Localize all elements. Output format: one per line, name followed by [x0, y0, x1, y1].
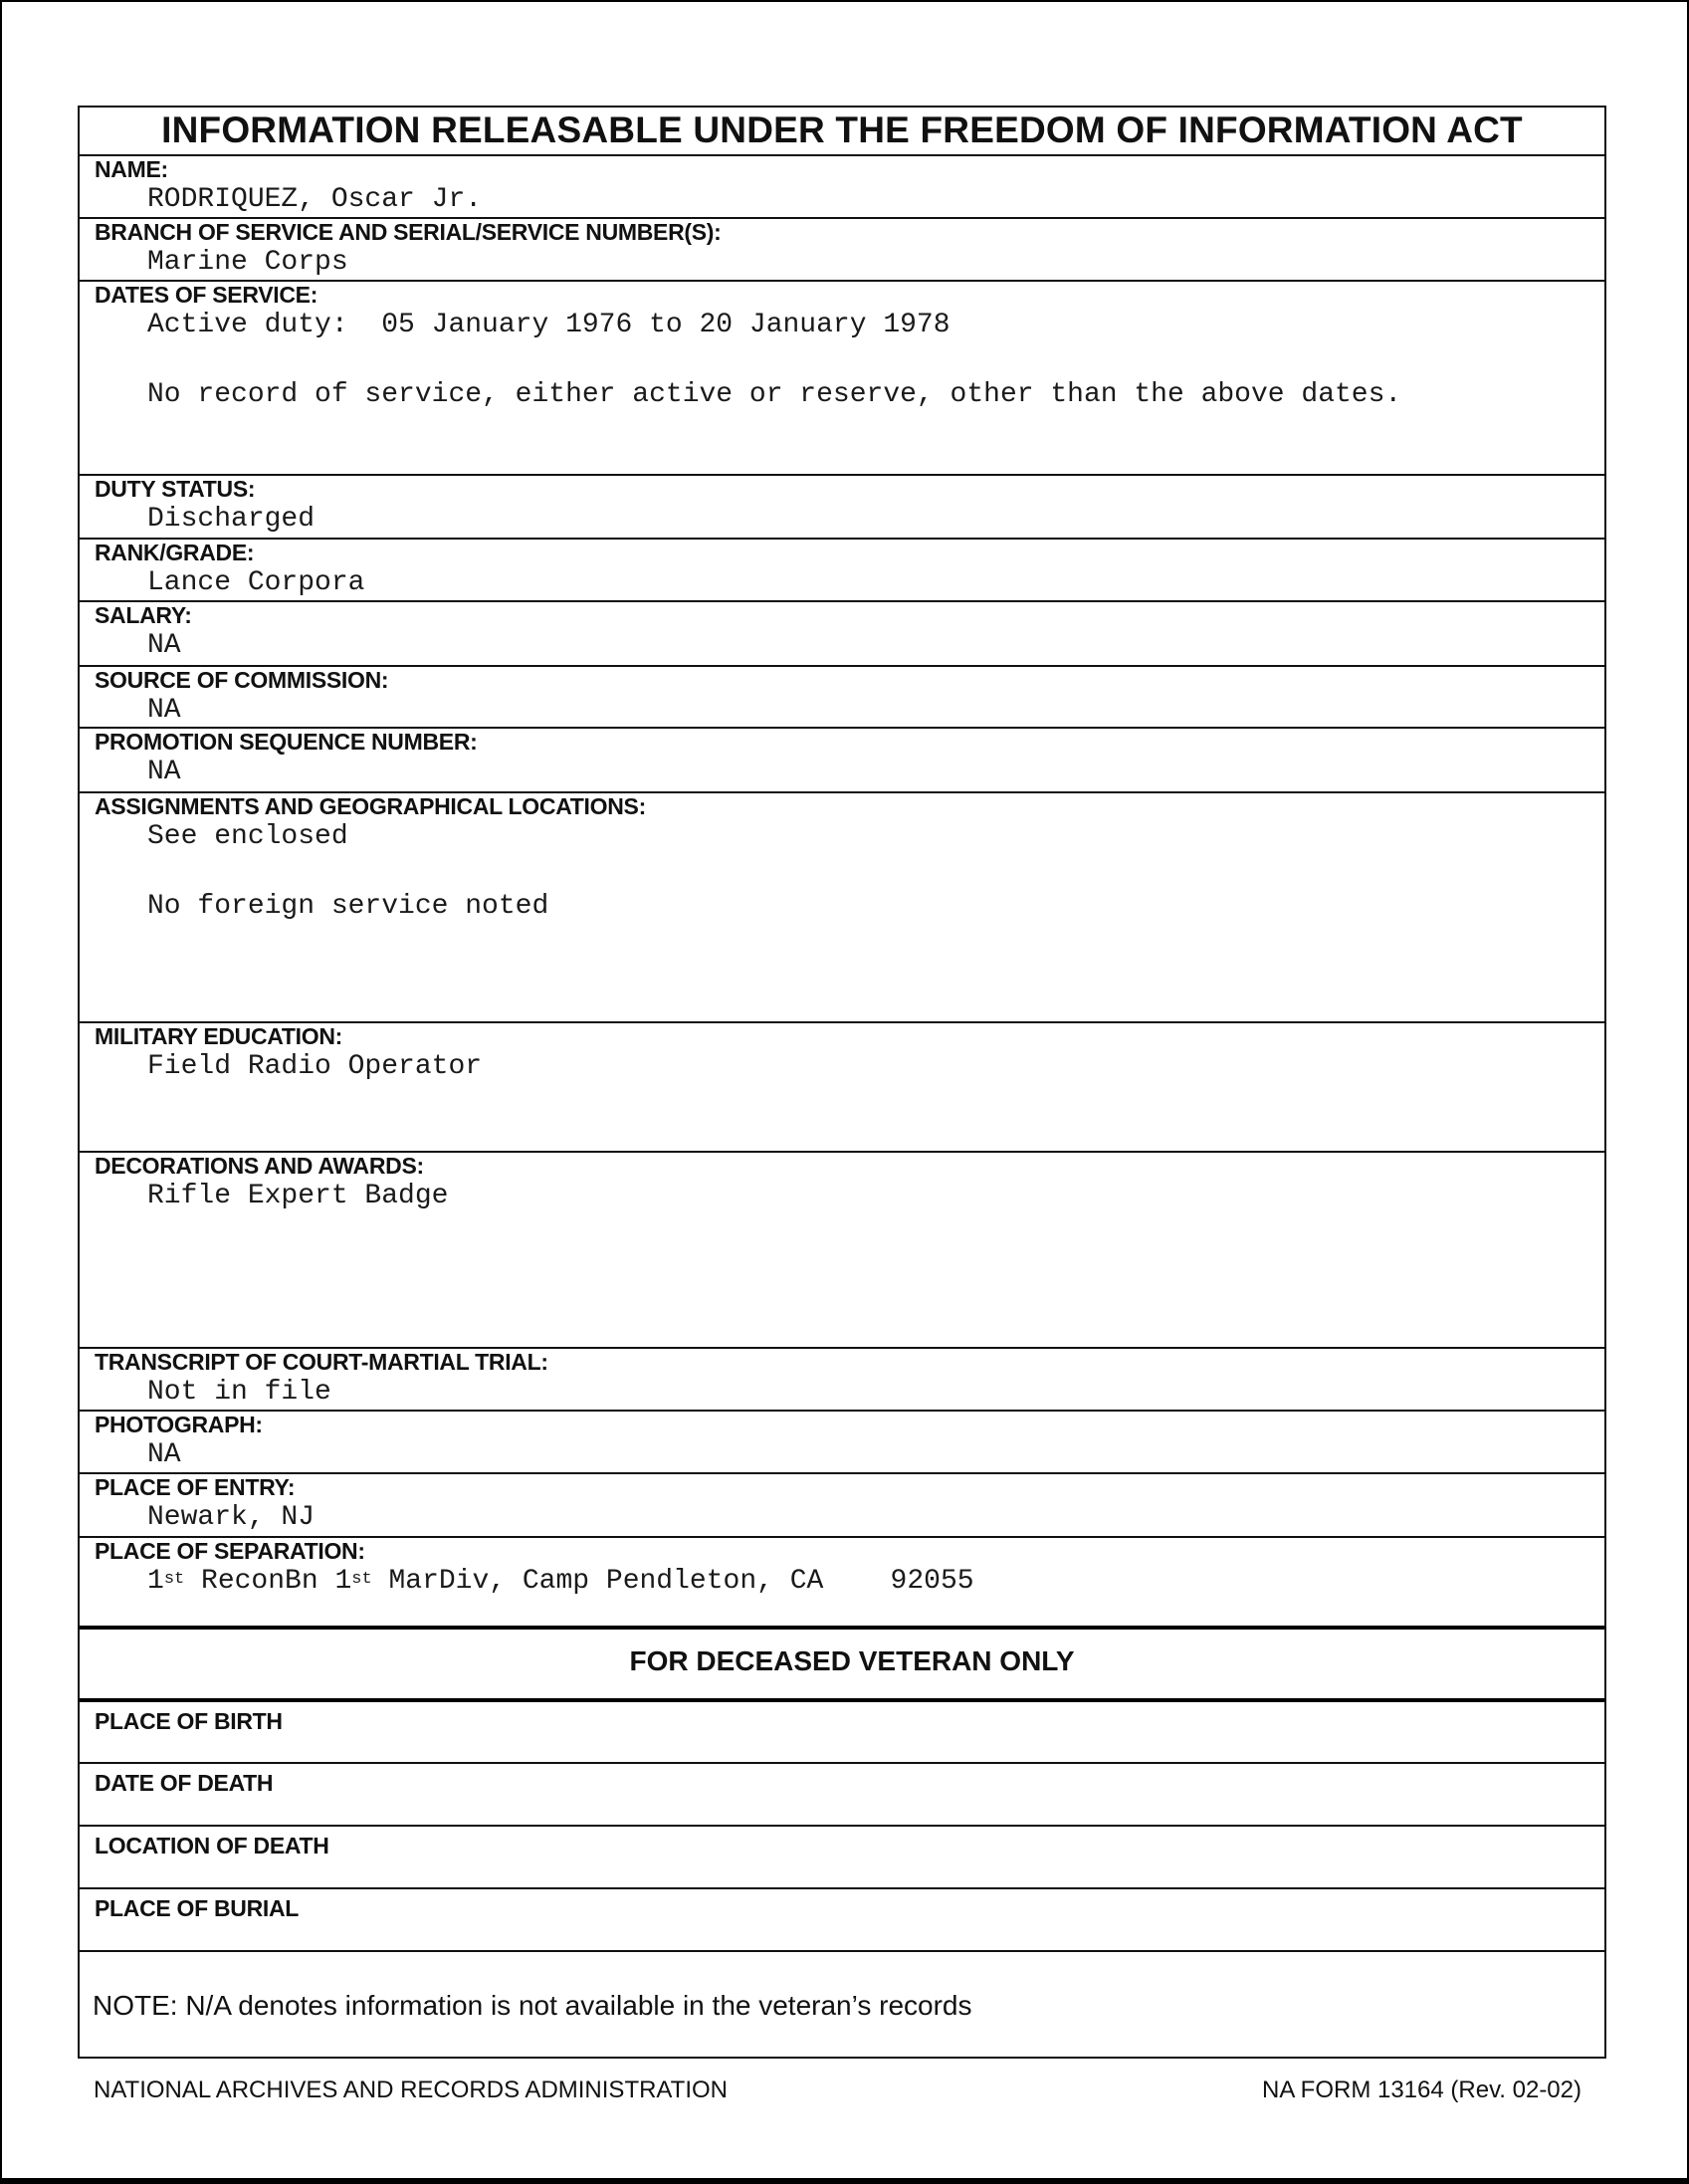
- field-label: PLACE OF ENTRY:: [95, 1474, 296, 1500]
- field-photograph: [80, 1410, 1604, 1472]
- field-value: See enclosed: [147, 821, 348, 852]
- field-place-of-separation: [80, 1536, 1604, 1626]
- field-rank-grade: [80, 538, 1604, 600]
- field-source-of-commission: [80, 665, 1604, 727]
- deceased-section-header: [80, 1626, 1604, 1698]
- field-label: PLACE OF BURIAL: [95, 1895, 300, 1921]
- field-place-of-birth: [80, 1698, 1604, 1762]
- field-assignments: [80, 791, 1604, 1021]
- field-name: [80, 154, 1604, 217]
- field-value: Marine Corps: [147, 247, 348, 278]
- field-value: Lance Corpora: [147, 567, 365, 598]
- field-label: DECORATIONS AND AWARDS:: [95, 1153, 424, 1179]
- field-label: MILITARY EDUCATION:: [95, 1023, 342, 1049]
- field-court-martial: [80, 1347, 1604, 1410]
- deceased-heading: FOR DECEASED VETERAN ONLY: [629, 1645, 1075, 1676]
- value-part: MarDiv, Camp Pendleton, CA 92055: [371, 1566, 974, 1597]
- form-title-row: [80, 108, 1604, 154]
- field-label: DATE OF DEATH: [95, 1770, 274, 1796]
- field-label: DATES OF SERVICE:: [95, 282, 318, 308]
- field-label: PROMOTION SEQUENCE NUMBER:: [95, 729, 478, 755]
- field-label: LOCATION OF DEATH: [95, 1833, 329, 1858]
- footer-agency: NATIONAL ARCHIVES AND RECORDS ADMINISTRATION: [94, 2076, 728, 2103]
- field-value: Newark, NJ: [147, 1502, 316, 1533]
- field-label: TRANSCRIPT OF COURT-MARTIAL TRIAL:: [95, 1349, 548, 1375]
- field-value: Field Radio Operator: [147, 1051, 483, 1082]
- note-text: NOTE: N/A denotes information is not available in the veteran’s records: [93, 1990, 972, 2021]
- field-label: SALARY:: [95, 602, 192, 628]
- field-decorations: [80, 1151, 1604, 1347]
- field-value: NA: [147, 757, 181, 787]
- field-place-of-entry: [80, 1472, 1604, 1536]
- field-label: SOURCE OF COMMISSION:: [95, 667, 389, 693]
- field-promotion-sequence: [80, 727, 1604, 791]
- field-branch: [80, 217, 1604, 280]
- field-label: BRANCH OF SERVICE AND SERIAL/SERVICE NUMBER(S):: [95, 219, 722, 245]
- ordinal-suffix: st: [351, 1570, 372, 1589]
- field-value: NA: [147, 695, 181, 726]
- footer-form-number: NA FORM 13164 (Rev. 02-02): [1261, 2076, 1582, 2103]
- field-location-of-death: [80, 1825, 1604, 1887]
- field-label: NAME:: [95, 156, 168, 182]
- field-value: Discharged: [147, 504, 316, 535]
- note-row: [80, 1950, 1604, 2057]
- field-label: PHOTOGRAPH:: [95, 1412, 263, 1437]
- field-value: NA: [147, 630, 181, 661]
- field-label: ASSIGNMENTS AND GEOGRAPHICAL LOCATIONS:: [95, 793, 646, 819]
- field-value: Active duty: 05 January 1976 to 20 January 1978: [147, 310, 950, 340]
- field-military-education: [80, 1021, 1604, 1151]
- field-label: RANK/GRADE:: [95, 540, 255, 565]
- field-place-of-burial: [80, 1887, 1604, 1950]
- field-value: [80, 1565, 1604, 1599]
- form-title: INFORMATION RELEASABLE UNDER THE FREEDOM OF INFORMATION ACT: [161, 109, 1523, 150]
- foia-form: [78, 106, 1606, 2059]
- field-dates-of-service: [80, 280, 1604, 474]
- field-label: DUTY STATUS:: [95, 476, 256, 502]
- field-duty-status: [80, 474, 1604, 538]
- ordinal-suffix: st: [163, 1570, 185, 1589]
- field-value: NA: [147, 1439, 181, 1470]
- value-part: 1: [147, 1566, 164, 1597]
- field-value: Rifle Expert Badge: [147, 1181, 449, 1211]
- field-value: RODRIQUEZ, Oscar Jr.: [147, 184, 483, 215]
- field-label: PLACE OF SEPARATION:: [95, 1538, 365, 1564]
- field-label: PLACE OF BIRTH: [95, 1708, 283, 1734]
- field-note: No foreign service noted: [147, 891, 549, 922]
- field-value: Not in file: [147, 1377, 331, 1408]
- field-note: No record of service, either active or reserve, other than the above dates.: [147, 379, 1402, 410]
- value-part: ReconBn 1: [184, 1566, 352, 1597]
- field-date-of-death: [80, 1762, 1604, 1825]
- field-salary: [80, 600, 1604, 665]
